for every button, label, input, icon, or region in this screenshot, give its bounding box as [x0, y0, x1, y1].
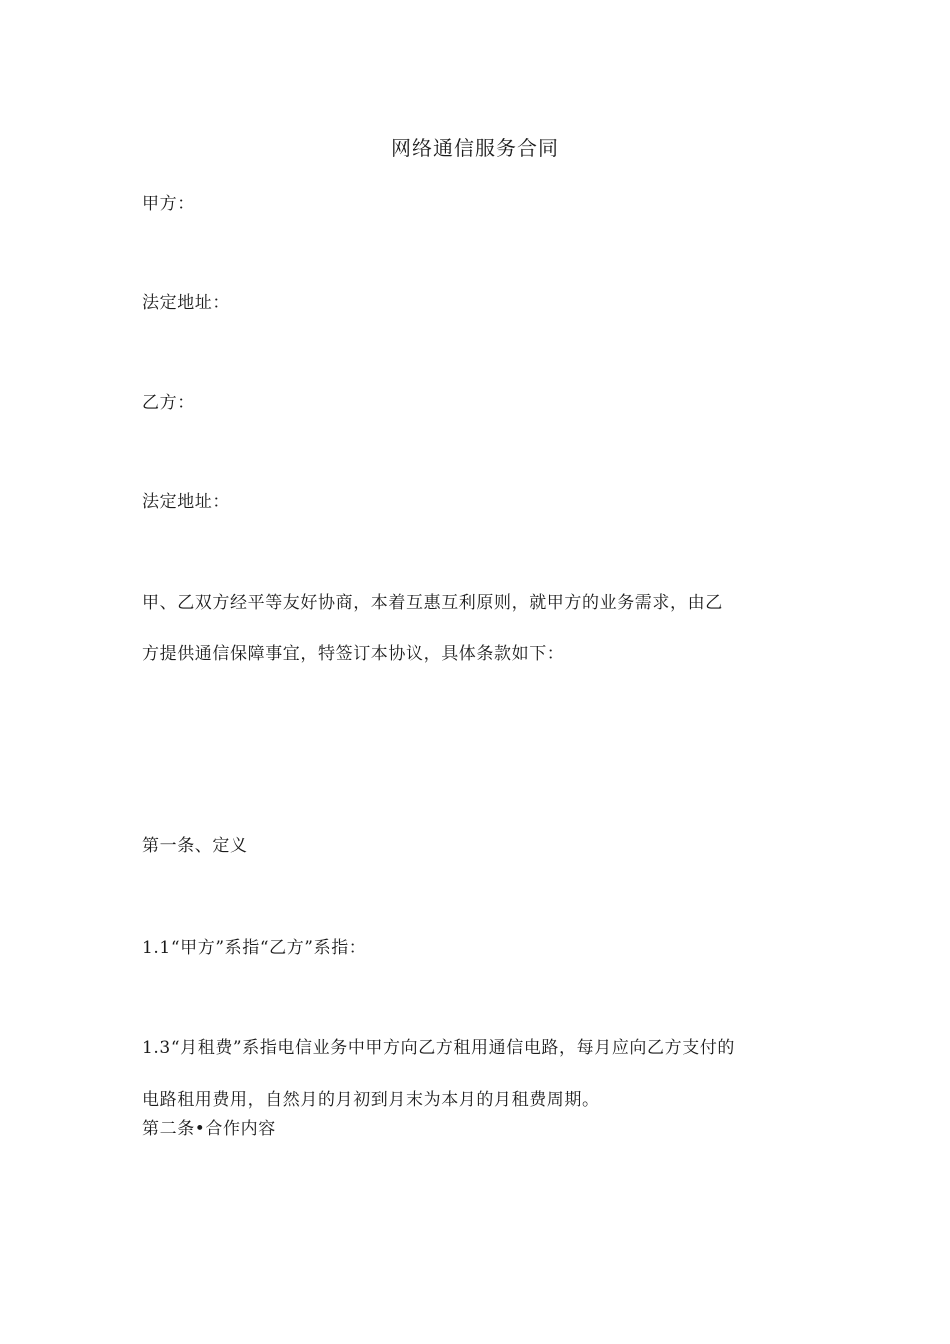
preamble-line-1: 甲、乙双方经平等友好协商，本着互惠互利原则，就甲方的业务需求，由乙 — [142, 593, 723, 613]
clause-1-1: 1.1“甲方”系指“乙方”系指： — [142, 938, 367, 958]
document-title: 网络通信服务合同 — [391, 136, 559, 160]
clause-1-3-line-2: 电路租用费用，自然月的月初到月末为本月的月租费周期。 — [142, 1090, 600, 1110]
party-a-label: 甲方： — [142, 194, 195, 214]
party-b-address-label: 法定地址： — [142, 492, 230, 512]
party-b-label: 乙方： — [142, 393, 195, 413]
article-2-heading: 第二条•合作内容 — [142, 1119, 276, 1139]
party-a-address-label: 法定地址： — [142, 293, 230, 313]
clause-1-3-line-1: 1.3“月租费”系指电信业务中甲方向乙方租用通信电路，每月应向乙方支付的 — [142, 1038, 736, 1058]
article-1-heading: 第一条、定义 — [142, 836, 248, 856]
preamble-line-2: 方提供通信保障事宜，特签订本协议，具体条款如下： — [142, 644, 565, 664]
